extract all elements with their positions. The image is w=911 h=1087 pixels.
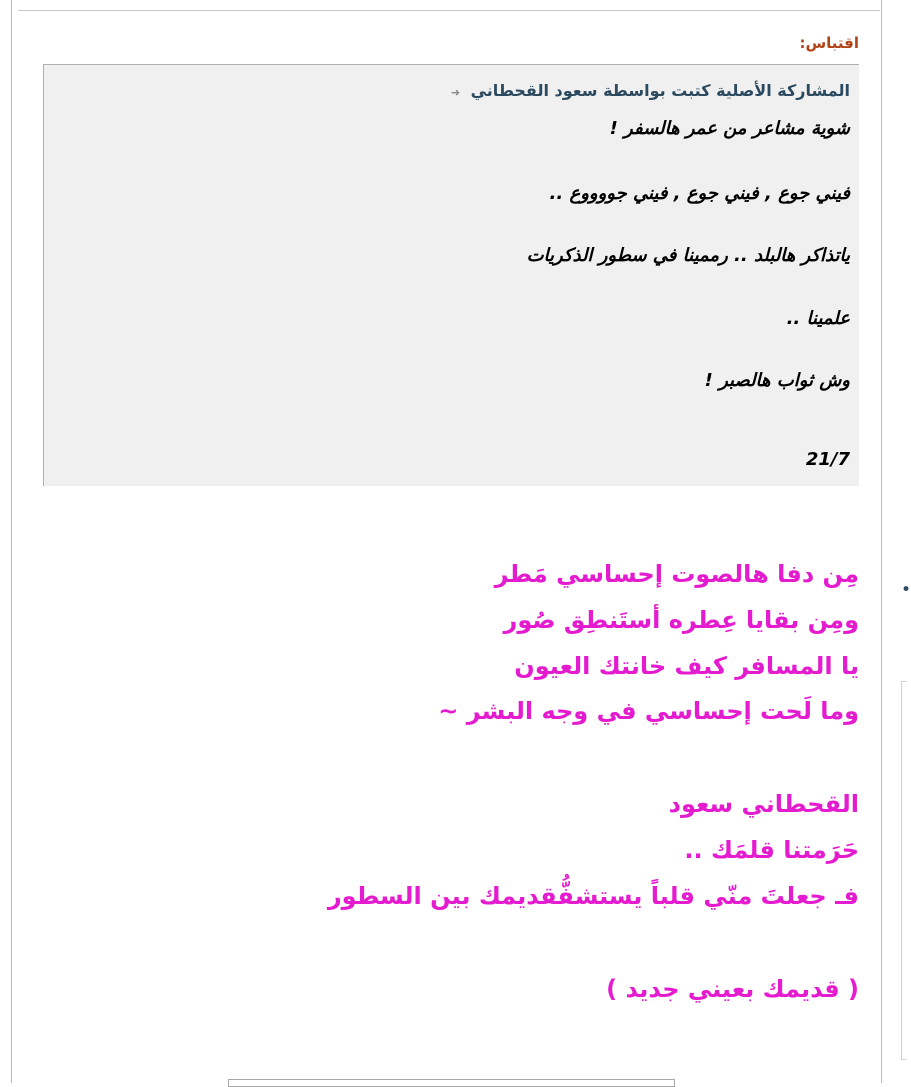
quote-line-3: ياتذاكر هالبلد .. رممينا في سطور الذكريات	[526, 245, 850, 266]
poem-line-7: فـ جعلتَ منّي قلباً يستشفُّقديمك بين السطور	[327, 882, 859, 910]
poem-line-1: مِن دفا هالصوت إحساسي مَطر	[494, 560, 859, 588]
poem-line-4: وما لَحت إحساسي في وجه البشر ~	[438, 697, 859, 725]
poem-line-6: حَرَمتنا قلمَك ..	[684, 836, 859, 864]
bottom-input-box[interactable]	[228, 1079, 675, 1087]
quote-line-4: علمينا ..	[786, 308, 850, 329]
poem-line-2: ومِن بقايا عِطره أستَنطِق صُور	[503, 606, 859, 634]
quote-label: اقتباس:	[799, 34, 859, 52]
bullet-dot-icon: •	[901, 580, 911, 600]
arrow-icon[interactable]: ➜	[450, 86, 461, 99]
side-frame	[901, 681, 906, 1060]
quote-line-1: شوية مشاعر من عمر هالسفر !	[609, 118, 850, 139]
top-divider	[18, 10, 880, 11]
poem-line-5: القحطاني سعود	[668, 790, 859, 818]
quote-author-text: المشاركة الأصلية كتبت بواسطة سعود القحطاني	[470, 81, 850, 100]
poem-line-8: ( قديمك بعيني جديد )	[606, 975, 859, 1003]
quote-line-5: وش ثواب هالصبر !	[704, 370, 850, 391]
quote-box	[43, 64, 859, 486]
poem-line-3: يا المسافر كيف خانتك العيون	[514, 652, 859, 680]
quote-author-line	[451, 81, 850, 100]
quote-number: 21/7	[805, 449, 850, 470]
quote-line-2: فيني جوع , فيني جوع , فيني جووووع ..	[549, 183, 850, 204]
